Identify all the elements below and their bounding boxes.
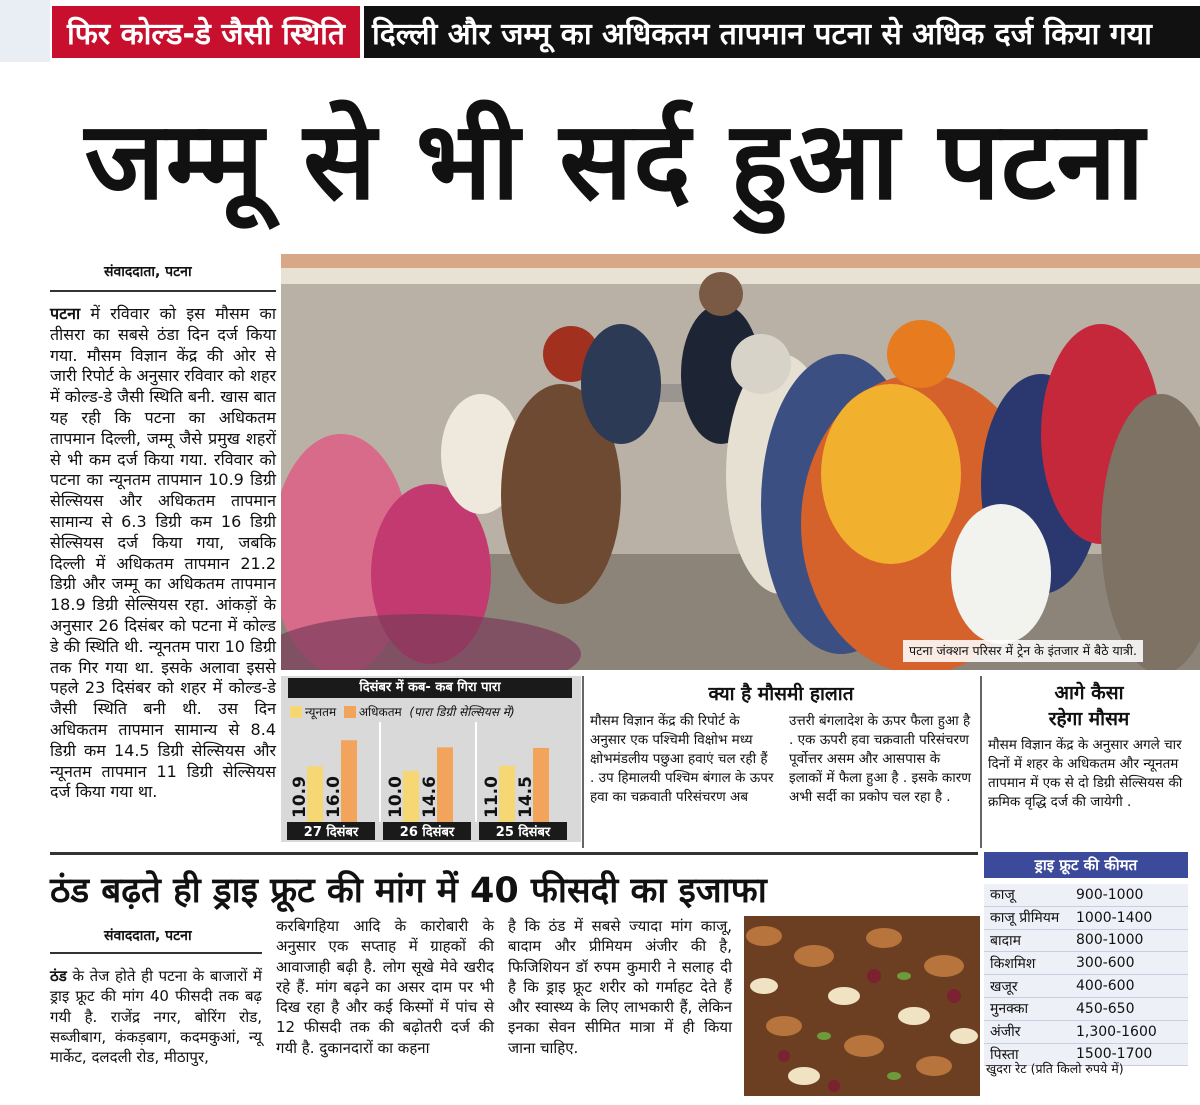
photo-caption: पटना जंक्शन परिसर में ट्रेन के इंतजार में बैठे यात्री. [903, 640, 1143, 662]
byline-rule [50, 952, 262, 954]
bar-data-label: 14.6 [420, 776, 440, 818]
story2-col1 [50, 966, 262, 1067]
deck-headline: दिल्ली और जम्मू का अधिकतम तापमान पटना से अधिक दर्ज किया गया [364, 6, 1200, 58]
page-edge-strip [0, 0, 50, 62]
station-photo [281, 254, 1200, 670]
dry-fruits-photo [744, 916, 980, 1096]
price-row [984, 907, 1188, 930]
legend-label-max: अधिकतम [358, 705, 402, 719]
price-item: पिस्ता [990, 1046, 1019, 1063]
forecast-body: मौसम विज्ञान केंद्र के अनुसार अगले चार दिनों में शहर के अधिकतम और न्यूनतम तापमान में एक से दो डिग्री सेल्सियस की क्रमिक वृद्धि दर्ज की जायेगी . [988, 737, 1183, 810]
column-separator [980, 676, 982, 848]
price-row [984, 998, 1188, 1021]
chart-title: दिसंबर में कब- कब गिरा पारा [288, 678, 572, 698]
section-rule [50, 852, 978, 855]
story1-text: में रविवार को इस मौसम का तीसरा का सबसे ठंडा दिन दर्ज किया गया. मौसम विज्ञान केंद्र की ओर से जारी रिपोर्ट के अनुसार रविवार को शहर में कोल्ड-डे जैसी स्थिति बनी. खास बात यह रही कि पटना का अधिकतम तापमान दिल्ली, जम्मू जैसे प्रमुख शहरों से भी कम दर्ज किया गया. रविवार को पटना का न्यूनतम तापमान 10.9 डिग्री सेल्सियस और अधिकतम तापमान सामान्य से 6.3 डिग्री कम 16 डिग्री सेल्सियस दर्ज किया गया, जबकि दिल्ली में अधिकतम तापमान 21.2 डिग्री और जम्मू का अधिकतम तापमान 18.9 डिग्री सेल्सियस रहा. आंकड़ों के अनुसार 26 दिसंबर को पटना में कोल्ड डे की स्थिति थी. न्यूनतम पारा 10 डिग्री तक गिर गया था. इसके अलावा इससे पहले 23 दिसंबर को शहर में कोल्ड-डे जैसी स्थिति बनी थी. उस दिन अधिकतम तापमान सामान्य से 8.4 डिग्री कम 14.5 डिग्री सेल्सियस और न्यूनतम तापमान 11 डिग्री सेल्सियस दर्ज किया गया था. [50, 304, 276, 802]
price-row [984, 1021, 1188, 1044]
forecast-title-line1: आगे कैसा [1054, 682, 1124, 704]
story2-byline: संवाददाता, पटना [104, 928, 192, 944]
price-value: 800-1000 [1076, 932, 1144, 949]
bar-data-label: 10.9 [290, 776, 310, 818]
legend-label-min: न्यूनतम [305, 705, 337, 719]
story2-col3: है कि ठंड में सबसे ज्यादा मांग काजू, बादाम और प्रीमियम अंजीर की है, फिजिशियन डॉ रुपम कुमारी ने सलाह दी है कि ड्राइ फ्रूट शरीर को गर्माहट देते हैं और स्वास्थ्य के लिए लाभकारी हैं, लेकिन इनका सेवन सीमित मात्रा में ही किया जाना चाहिए. [508, 917, 732, 1057]
chart-divider [475, 722, 477, 822]
bar-data-label: 16.0 [324, 776, 344, 818]
price-item: खजूर [990, 978, 1018, 995]
price-value: 300-600 [1076, 955, 1135, 972]
forecast-title [984, 680, 1194, 732]
bar-data-label: 10.0 [386, 776, 406, 818]
story1-lead: पटना [50, 304, 81, 323]
price-table-title: ड्राइ फ्रूट की कीमत [984, 852, 1188, 878]
price-value: 1000-1400 [1076, 909, 1153, 926]
chart-divider [379, 722, 381, 822]
price-value: 1,300-1600 [1076, 1023, 1157, 1040]
price-value: 450-650 [1076, 1000, 1135, 1017]
byline-rule [50, 290, 276, 292]
story2-headline: ठंड बढ़ते ही ड्राइ फ्रूट की मांग में 40 फीसदी का इजाफा [50, 871, 767, 911]
price-table-note: खुदरा रेट (प्रति किलो रुपये में) [986, 1061, 1124, 1076]
kicker-label: फिर कोल्ड-डे जैसी स्थिति [52, 6, 360, 58]
story1-body [50, 304, 276, 803]
price-row [984, 975, 1188, 998]
price-table [984, 884, 1188, 1066]
price-value: 400-600 [1076, 978, 1135, 995]
story2-lead: ठंड [50, 967, 67, 985]
price-item: बादाम [990, 932, 1022, 949]
legend-swatch-min [290, 706, 302, 718]
weather-title: क्या है मौसमी हालात [708, 683, 854, 705]
forecast-title-line2: रहेगा मौसम [1048, 708, 1130, 730]
price-item: काजू प्रीमियम [990, 910, 1060, 927]
bar-data-label: 14.5 [516, 776, 536, 818]
temperature-bar-chart [281, 718, 581, 842]
price-item: किशमिश [990, 955, 1036, 972]
category-label: 27 दिसंबर [303, 825, 359, 840]
price-item: काजू [990, 887, 1015, 904]
price-row [984, 952, 1188, 975]
story1-byline: संवाददाता, पटना [104, 264, 192, 280]
story2-col2: करबिगहिया आदि के कारोबारी के अनुसार एक सप्ताह में ग्राहकों की आवाजाही बढ़ी है. लोग सूखे मेवे खरीद रहे हैं. मांग बढ़ने का असर दाम पर भी दिख रहा है और कई किस्मों में पांच से 12 फीसदी तक की बढ़ोतरी दर्ज की गयी है. दुकानदारों का कहना [276, 917, 494, 1057]
main-headline: जम्मू से भी सर्द हुआ पटना [84, 98, 1146, 224]
legend-swatch-max [344, 706, 356, 718]
price-value: 1500-1700 [1076, 1046, 1153, 1063]
price-item: अंजीर [990, 1024, 1021, 1041]
price-item: मुनक्का [990, 1001, 1029, 1018]
category-label: 25 दिसंबर [495, 825, 551, 840]
price-row [984, 930, 1188, 953]
weather-body: मौसम विज्ञान केंद्र की रिपोर्ट के अनुसार एक पश्चिमी विक्षोभ मध्य क्षोभमंडलीय पछुआ हवाएं चल रही हैं . उप हिमालयी पश्चिम बंगाल के ऊपर हवा का चक्रवाती परिसंचरण अब उत्तरी बंगलादेश के ऊपर फैला हुआ है . एक ऊपरी हवा चक्रवाती परिसंचरण पूर्वोत्तर असम और आसपास के इलाकों में फैला हुआ है . इसके कारण अभी सर्दी का प्रकोप चल रहा है . [590, 713, 972, 805]
category-label: 26 दिसंबर [399, 825, 455, 840]
chart-unit-note: (पारा डिग्री सेल्सियस में) [409, 705, 515, 719]
story2-col1-text: के तेज होते ही पटना के बाजारों में ड्राइ फ्रूट की मांग 40 फीसदी तक बढ़ गयी है. राजेंद्र नगर, बोरिंग रोड, सब्जीबाग, कंकड़बाग, कदमकुआं, न्यू मार्केट, दलदली रोड, मीठापुर, [50, 967, 262, 1067]
price-value: 900-1000 [1076, 886, 1144, 903]
price-row [984, 884, 1188, 907]
bar-data-label: 11.0 [482, 776, 502, 818]
